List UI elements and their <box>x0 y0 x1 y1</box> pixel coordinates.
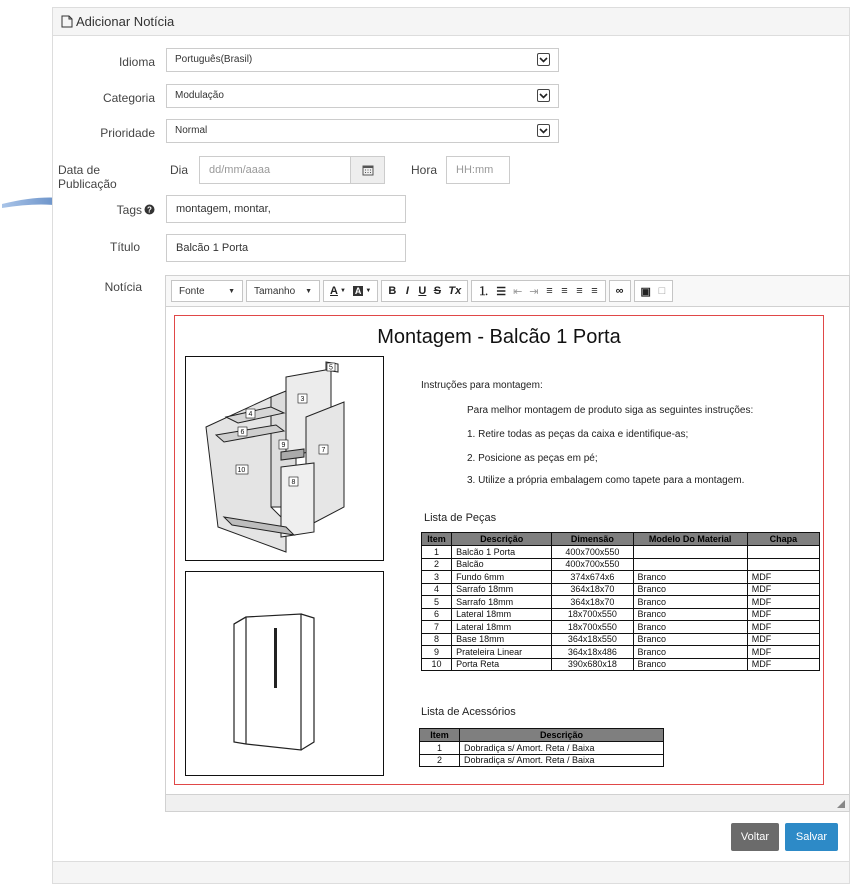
editor-toolbar <box>165 275 850 307</box>
calendar-button[interactable] <box>350 156 385 184</box>
accessories-col-header: Item <box>420 729 460 742</box>
parts-cell: Prateleira Linear <box>452 646 552 659</box>
italic-button[interactable]: I <box>405 285 409 297</box>
parts-cell: MDF <box>747 583 819 596</box>
voltar-button[interactable]: Voltar <box>731 823 779 851</box>
outdent-icon[interactable]: ⇤ <box>513 285 523 298</box>
parts-col-header: Chapa <box>747 533 819 546</box>
align-center-icon[interactable]: ≡ <box>561 285 568 297</box>
parts-cell: MDF <box>747 571 819 584</box>
parts-cell: Branco <box>633 571 747 584</box>
cabinet-assembled-drawing <box>186 572 383 775</box>
parts-cell: Branco <box>633 633 747 646</box>
panel-title: Adicionar Notícia <box>76 14 175 29</box>
svg-text:?: ? <box>147 205 152 215</box>
diagram-label: 5 <box>329 364 333 372</box>
parts-cell: Branco <box>633 658 747 671</box>
panel-header <box>53 8 849 36</box>
parts-cell: Fundo 6mm <box>452 571 552 584</box>
parts-cell: 364x18x550 <box>552 633 633 646</box>
media-group <box>634 280 673 302</box>
instruction-step: 2. Posicione as peças em pé; <box>467 453 598 464</box>
align-left-icon[interactable]: ≡ <box>546 285 553 297</box>
document-body <box>174 315 824 785</box>
parts-cell: 9 <box>422 646 452 659</box>
tags-label: Tags <box>116 203 142 217</box>
align-justify-icon[interactable]: ≡ <box>591 285 598 297</box>
categoria-select[interactable] <box>166 84 559 108</box>
link-group <box>609 280 631 302</box>
parts-row <box>422 608 820 621</box>
categoria-value: Modulação <box>175 90 224 101</box>
idioma-value: Português(Brasil) <box>175 54 253 65</box>
data-publicacao-label: Data de Publicação <box>58 163 117 191</box>
font-color-label: A <box>330 285 338 297</box>
accessories-col-header: Descrição <box>460 729 664 742</box>
parts-row <box>422 646 820 659</box>
parts-col-header: Item <box>422 533 452 546</box>
titulo-label: Título <box>109 240 140 254</box>
chevron-down-icon <box>537 53 550 66</box>
calendar-icon <box>362 164 374 176</box>
prioridade-value: Normal <box>175 125 208 136</box>
idioma-select[interactable] <box>166 48 559 72</box>
parts-cell: Branco <box>633 608 747 621</box>
accessories-cell: 2 <box>420 754 460 767</box>
assembled-diagram <box>185 571 384 776</box>
parts-cell: 3 <box>422 571 452 584</box>
parts-cell: 390x680x18 <box>552 658 633 671</box>
parts-cell: 10 <box>422 658 452 671</box>
hora-label: Hora <box>411 163 438 177</box>
resize-handle-icon[interactable] <box>837 800 845 808</box>
parts-cell: 400x700x550 <box>552 558 633 571</box>
color-group <box>323 280 378 302</box>
parts-cell: 364x18x486 <box>552 646 633 659</box>
underline-button[interactable]: U <box>418 285 427 297</box>
parts-cell: Branco <box>633 646 747 659</box>
editor-statusbar <box>165 794 850 812</box>
parts-cell: Lateral 18mm <box>452 608 552 621</box>
caret-down-icon: ▼ <box>305 287 312 295</box>
align-right-icon[interactable]: ≡ <box>576 285 583 297</box>
prioridade-select[interactable] <box>166 119 559 143</box>
image-icon[interactable]: ▣ <box>640 285 651 298</box>
chevron-down-icon <box>537 124 550 137</box>
parts-cell: Branco <box>633 596 747 609</box>
parts-cell: 374x674x6 <box>552 571 633 584</box>
parts-row <box>422 546 820 559</box>
parts-row <box>422 633 820 646</box>
parts-cell: 2 <box>422 558 452 571</box>
tags-input[interactable]: montagem, montar, <box>166 195 406 223</box>
instructions-intro: Para melhor montagem de produto siga as seguintes instruções: <box>467 405 754 416</box>
size-combo-label: Tamanho <box>254 285 296 297</box>
list-group <box>471 280 605 302</box>
parts-cell: MDF <box>747 596 819 609</box>
parts-cell: MDF <box>747 621 819 634</box>
parts-header-row <box>422 533 820 546</box>
parts-cell: 364x18x70 <box>552 583 633 596</box>
parts-cell: Sarrafo 18mm <box>452 583 552 596</box>
categoria-label: Categoria <box>102 91 155 105</box>
parts-row <box>422 596 820 609</box>
noticia-label: Notícia <box>104 280 142 294</box>
accessories-table <box>419 728 664 767</box>
parts-cell: MDF <box>747 633 819 646</box>
parts-cell: Branco <box>633 621 747 634</box>
diagram-label: 6 <box>240 429 245 436</box>
parts-cell: MDF <box>747 646 819 659</box>
parts-cell: 364x18x70 <box>552 596 633 609</box>
diagram-label: 3 <box>300 396 305 403</box>
parts-cell: 7 <box>422 621 452 634</box>
bold-button[interactable]: B <box>388 285 397 297</box>
parts-cell: Balcão 1 Porta <box>452 546 552 559</box>
bg-color-button[interactable]: A ▼ <box>354 286 372 296</box>
chevron-down-icon <box>537 89 550 102</box>
document-icon <box>61 15 73 28</box>
font-color-button[interactable]: A ▼ <box>330 285 346 297</box>
parts-cell: 5 <box>422 596 452 609</box>
parts-cell: MDF <box>747 608 819 621</box>
cabinet-exploded-drawing <box>186 357 383 560</box>
parts-row <box>422 583 820 596</box>
dia-input[interactable]: dd/mm/aaaa <box>199 156 351 184</box>
parts-list-title: Lista de Peças <box>424 512 497 524</box>
parts-cell: 18x700x550 <box>552 608 633 621</box>
accessories-list-title: Lista de Acessórios <box>421 706 516 718</box>
diagram-label: 7 <box>321 447 326 454</box>
instruction-step: 3. Utilize a própria embalagem como tapete para a montagem. <box>467 475 745 486</box>
font-combo-label: Fonte <box>179 285 205 297</box>
parts-cell: 400x700x550 <box>552 546 633 559</box>
clear-format-button[interactable]: Tx <box>448 285 462 297</box>
parts-cell: 8 <box>422 633 452 646</box>
titulo-input[interactable]: Balcão 1 Porta <box>166 234 406 262</box>
parts-cell: Base 18mm <box>452 633 552 646</box>
instruction-step: 1. Retire todas as peças da caixa e identifique-as; <box>467 429 689 440</box>
parts-row <box>422 558 820 571</box>
instructions-heading: Instruções para montagem: <box>421 380 543 391</box>
hora-input[interactable]: HH:mm <box>446 156 510 184</box>
numbered-list-icon[interactable]: ⒈ <box>478 286 490 298</box>
parts-row <box>422 571 820 584</box>
indent-icon[interactable]: ⇥ <box>529 285 539 298</box>
diagram-label: 4 <box>248 411 253 418</box>
parts-cell: Porta Reta <box>452 658 552 671</box>
parts-row <box>422 621 820 634</box>
prioridade-label: Prioridade <box>100 126 155 140</box>
parts-col-header: Dimensão <box>552 533 633 546</box>
parts-cell: 6 <box>422 608 452 621</box>
diagram-label: 9 <box>281 442 286 449</box>
exploded-diagram <box>185 356 384 561</box>
editor-content[interactable] <box>165 307 850 794</box>
accessories-cell: 1 <box>420 742 460 755</box>
dia-label: Dia <box>170 163 189 177</box>
parts-cell: Branco <box>633 583 747 596</box>
parts-cell <box>747 558 819 571</box>
parts-cell: 1 <box>422 546 452 559</box>
parts-cell: Sarrafo 18mm <box>452 596 552 609</box>
accessories-cell: Dobradiça s/ Amort. Reta / Baixa <box>460 742 664 755</box>
parts-cell: 18x700x550 <box>552 621 633 634</box>
accessories-row <box>420 754 664 767</box>
parts-cell: Lateral 18mm <box>452 621 552 634</box>
bullet-list-icon[interactable]: ☰ <box>496 285 507 298</box>
link-icon[interactable]: ∞ <box>615 285 624 297</box>
document-title: Montagem - Balcão 1 Porta <box>377 326 621 348</box>
parts-cell <box>747 546 819 559</box>
panel-footer <box>53 861 849 883</box>
format-group <box>381 280 468 302</box>
idioma-label: Idioma <box>118 55 155 69</box>
caret-down-icon: ▼ <box>228 287 235 295</box>
accessories-row <box>420 742 664 755</box>
size-combo[interactable] <box>246 280 320 302</box>
parts-cell: 4 <box>422 583 452 596</box>
parts-col-header: Descrição <box>452 533 552 546</box>
table-icon[interactable]: □ <box>658 285 666 297</box>
diagram-label: 8 <box>291 479 296 486</box>
parts-cell <box>633 558 747 571</box>
help-icon[interactable] <box>144 204 155 215</box>
parts-cell: MDF <box>747 658 819 671</box>
parts-cell <box>633 546 747 559</box>
parts-col-header: Modelo Do Material <box>633 533 747 546</box>
bg-color-label: A <box>354 286 362 296</box>
parts-row <box>422 658 820 671</box>
accessories-cell: Dobradiça s/ Amort. Reta / Baixa <box>460 754 664 767</box>
parts-table <box>421 532 820 671</box>
parts-cell: Balcão <box>452 558 552 571</box>
font-combo[interactable] <box>171 280 243 302</box>
strike-button[interactable]: S <box>433 285 442 297</box>
salvar-button[interactable]: Salvar <box>785 823 838 851</box>
accessories-header-row <box>420 729 664 742</box>
diagram-label: 10 <box>237 467 246 474</box>
